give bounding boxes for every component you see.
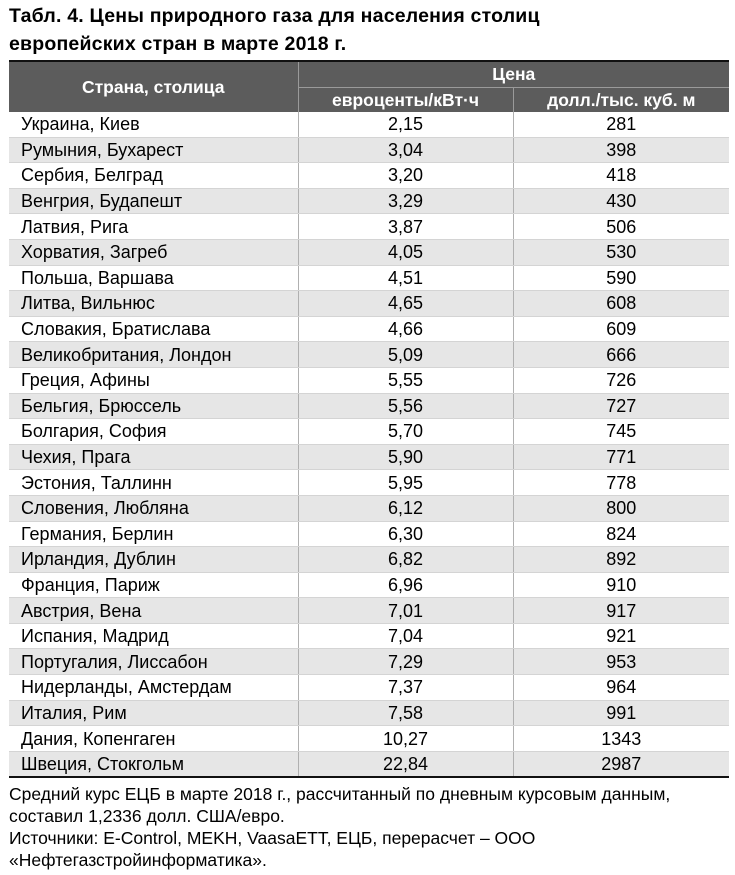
country-cell: Украина, Киев	[9, 112, 298, 137]
table-row	[9, 163, 729, 189]
eurocents-cell: 5,95	[298, 470, 513, 496]
eurocents-cell: 2,15	[298, 112, 513, 137]
country-cell: Польша, Варшава	[9, 265, 298, 291]
country-cell: Португалия, Лиссабон	[9, 649, 298, 675]
usd-cell: 530	[513, 239, 729, 265]
table-row	[9, 726, 729, 752]
eurocents-cell: 6,12	[298, 495, 513, 521]
usd-cell: 964	[513, 675, 729, 701]
table-row	[9, 572, 729, 598]
usd-cell: 910	[513, 572, 729, 598]
country-cell: Венгрия, Будапешт	[9, 188, 298, 214]
country-cell: Словакия, Братислава	[9, 316, 298, 342]
usd-cell: 991	[513, 700, 729, 726]
usd-cell: 609	[513, 316, 729, 342]
country-cell: Латвия, Рига	[9, 214, 298, 240]
column-header-country: Страна, столица	[9, 61, 298, 112]
usd-cell: 506	[513, 214, 729, 240]
usd-cell: 824	[513, 521, 729, 547]
table-notes	[9, 783, 729, 871]
table-row	[9, 623, 729, 649]
country-cell: Чехия, Прага	[9, 444, 298, 470]
table-row	[9, 444, 729, 470]
country-cell: Словения, Любляна	[9, 495, 298, 521]
eurocents-cell: 6,96	[298, 572, 513, 598]
usd-cell: 771	[513, 444, 729, 470]
table-row	[9, 751, 729, 777]
table-row	[9, 137, 729, 163]
eurocents-cell: 7,04	[298, 623, 513, 649]
usd-cell: 666	[513, 342, 729, 368]
usd-cell: 892	[513, 547, 729, 573]
eurocents-cell: 7,29	[298, 649, 513, 675]
table-row	[9, 393, 729, 419]
country-cell: Дания, Копенгаген	[9, 726, 298, 752]
table-row	[9, 700, 729, 726]
country-cell: Нидерланды, Амстердам	[9, 675, 298, 701]
usd-cell: 1343	[513, 726, 729, 752]
usd-cell: 2987	[513, 751, 729, 777]
caption-line-1: Табл. 4. Цены природного газа для населения столиц	[9, 5, 540, 27]
country-cell: Швеция, Стокгольм	[9, 751, 298, 777]
usd-cell: 745	[513, 419, 729, 445]
table-row	[9, 495, 729, 521]
usd-cell: 418	[513, 163, 729, 189]
usd-cell: 281	[513, 112, 729, 137]
eurocents-cell: 7,01	[298, 598, 513, 624]
country-cell: Эстония, Таллинн	[9, 470, 298, 496]
eurocents-cell: 5,90	[298, 444, 513, 470]
country-cell: Италия, Рим	[9, 700, 298, 726]
eurocents-cell: 4,65	[298, 291, 513, 317]
country-cell: Франция, Париж	[9, 572, 298, 598]
country-cell: Литва, Вильнюс	[9, 291, 298, 317]
usd-cell: 953	[513, 649, 729, 675]
table-row	[9, 547, 729, 573]
country-cell: Бельгия, Брюссель	[9, 393, 298, 419]
eurocents-cell: 4,05	[298, 239, 513, 265]
column-header-eurocents: евроценты/кВт·ч	[298, 88, 513, 113]
eurocents-cell: 3,87	[298, 214, 513, 240]
usd-cell: 727	[513, 393, 729, 419]
usd-cell: 608	[513, 291, 729, 317]
country-cell: Болгария, София	[9, 419, 298, 445]
eurocents-cell: 3,29	[298, 188, 513, 214]
usd-cell: 726	[513, 367, 729, 393]
table-row	[9, 265, 729, 291]
table-row	[9, 291, 729, 317]
table-row	[9, 521, 729, 547]
eurocents-cell: 10,27	[298, 726, 513, 752]
table-row	[9, 214, 729, 240]
eurocents-cell: 5,09	[298, 342, 513, 368]
table-body	[9, 112, 729, 777]
country-cell: Сербия, Белград	[9, 163, 298, 189]
usd-cell: 430	[513, 188, 729, 214]
eurocents-cell: 5,55	[298, 367, 513, 393]
country-cell: Ирландия, Дублин	[9, 547, 298, 573]
table-row	[9, 470, 729, 496]
column-header-usd: долл./тыс. куб. м	[513, 88, 729, 113]
eurocents-cell: 4,66	[298, 316, 513, 342]
table-row	[9, 367, 729, 393]
gas-price-table	[9, 60, 729, 778]
country-cell: Греция, Афины	[9, 367, 298, 393]
table-row	[9, 112, 729, 137]
table-row	[9, 342, 729, 368]
eurocents-cell: 6,30	[298, 521, 513, 547]
table-header	[9, 61, 729, 112]
eurocents-cell: 5,56	[298, 393, 513, 419]
sources-note: Источники: E-Control, MEKH, VaasaETT, ЕЦБ, перерасчет – ООО «Нефтегазстройинформатика».	[9, 828, 536, 870]
eurocents-cell: 5,70	[298, 419, 513, 445]
usd-cell: 800	[513, 495, 729, 521]
column-header-price: Цена	[298, 61, 729, 88]
usd-cell: 917	[513, 598, 729, 624]
table-row	[9, 419, 729, 445]
eurocents-cell: 3,04	[298, 137, 513, 163]
table-row	[9, 598, 729, 624]
table-row	[9, 675, 729, 701]
table-row	[9, 316, 729, 342]
caption-line-2: европейских стран в марте 2018 г.	[9, 33, 347, 55]
eurocents-cell: 4,51	[298, 265, 513, 291]
country-cell: Испания, Мадрид	[9, 623, 298, 649]
eurocents-cell: 6,82	[298, 547, 513, 573]
table-row	[9, 188, 729, 214]
eurocents-cell: 7,58	[298, 700, 513, 726]
country-cell: Хорватия, Загреб	[9, 239, 298, 265]
country-cell: Великобритания, Лондон	[9, 342, 298, 368]
table-row	[9, 649, 729, 675]
table-row	[9, 239, 729, 265]
eurocents-cell: 7,37	[298, 675, 513, 701]
eurocents-cell: 3,20	[298, 163, 513, 189]
usd-cell: 921	[513, 623, 729, 649]
eurocents-cell: 22,84	[298, 751, 513, 777]
usd-cell: 398	[513, 137, 729, 163]
country-cell: Австрия, Вена	[9, 598, 298, 624]
table-caption	[9, 2, 729, 58]
country-cell: Германия, Берлин	[9, 521, 298, 547]
country-cell: Румыния, Бухарест	[9, 137, 298, 163]
usd-cell: 778	[513, 470, 729, 496]
usd-cell: 590	[513, 265, 729, 291]
exchange-rate-note: Средний курс ЕЦБ в марте 2018 г., рассчитанный по дневным курсовым данным, составил 1,2336 долл. США/евро.	[9, 784, 671, 826]
